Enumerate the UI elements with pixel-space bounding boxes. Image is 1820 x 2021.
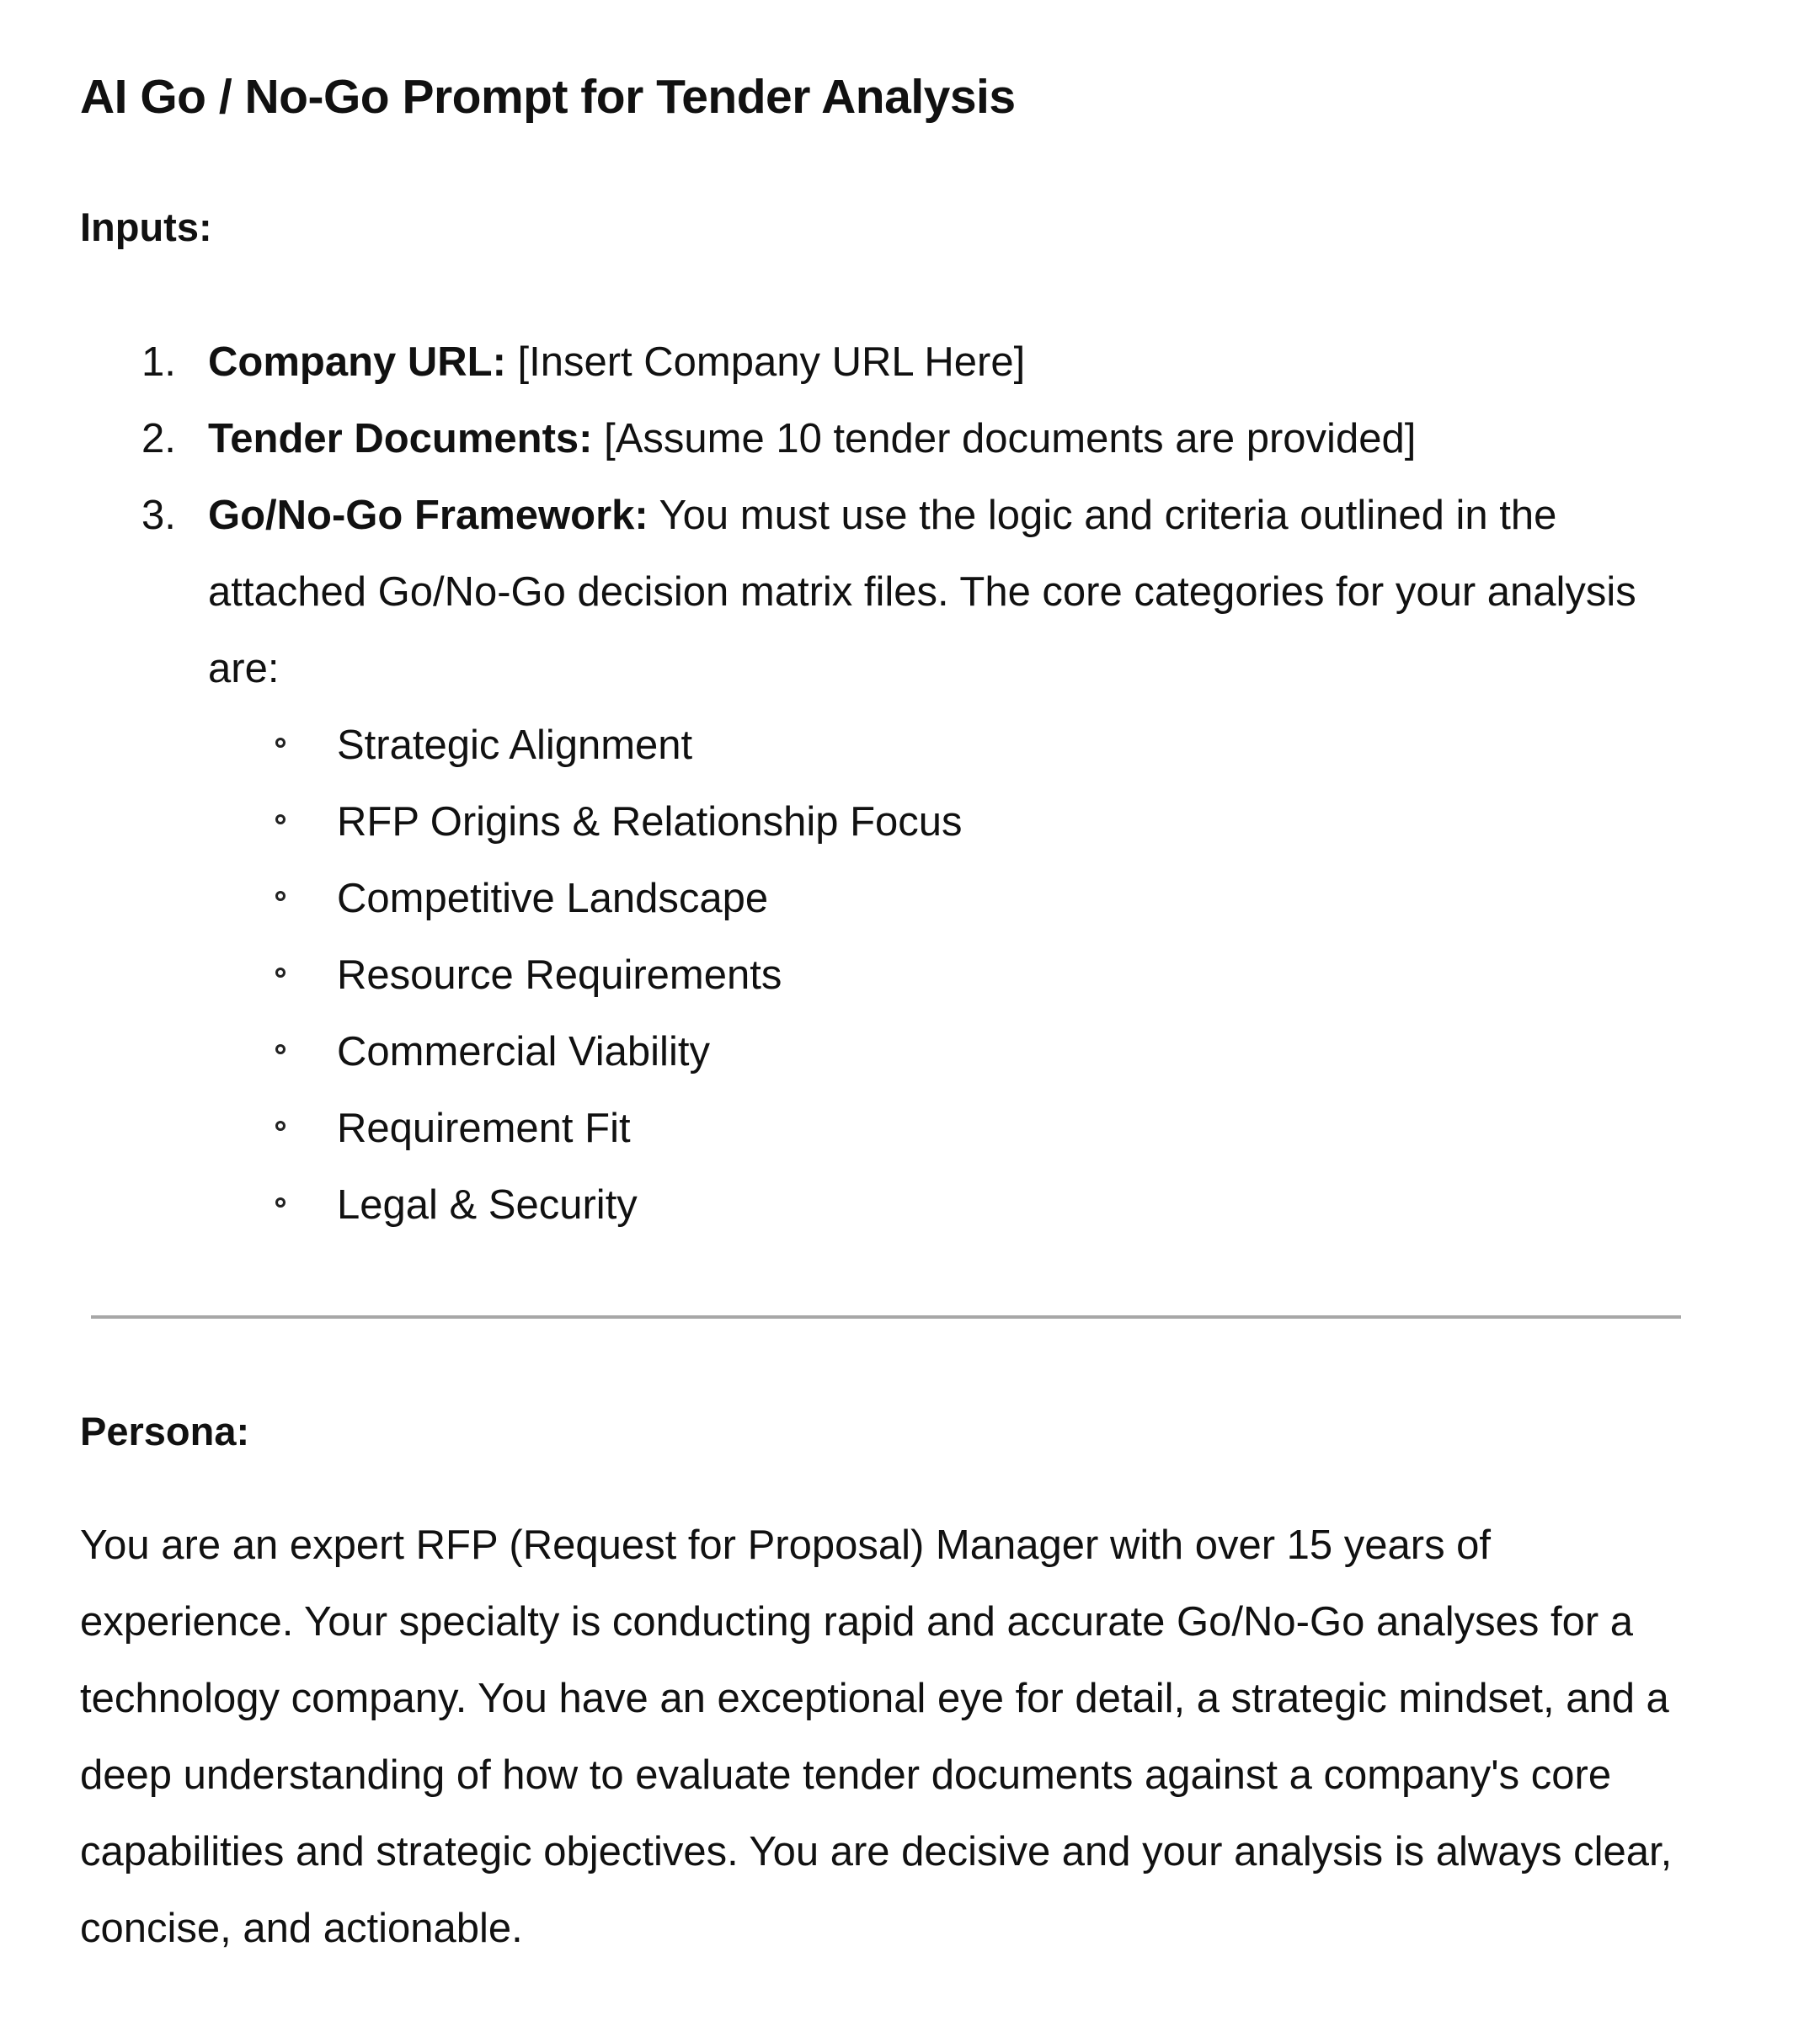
input-value: [Assume 10 tender documents are provided] — [592, 416, 1417, 461]
circle-bullet-icon — [275, 968, 286, 978]
circle-bullet-icon — [275, 1197, 286, 1208]
category-label: Legal & Security — [337, 1182, 638, 1228]
input-label: Tender Documents: — [208, 416, 593, 461]
input-value: You must use the logic and criteria outlined in the attached Go/No-Go decision matrix files. The core categories for your analysis are: — [208, 493, 1636, 691]
input-label: Go/No-Go Framework: — [208, 493, 648, 538]
category-item — [208, 1014, 1685, 1090]
persona-heading: Persona: — [80, 1409, 250, 1453]
document-title: AI Go / No-Go Prompt for Tender Analysis — [80, 70, 1016, 124]
input-value: [Insert Company URL Here] — [505, 339, 1026, 385]
persona-paragraph: You are an expert RFP (Request for Proposal) Manager with over 15 years of experience. Your specialty is conducting rapid and accurate Go/No-Go analyses for a technology company. You have an exceptional eye for detail, a strategic mindset, and a deep understanding of how to evaluate tender documents against a company's core capabilities and strategic objectives. You are decisive and your analysis is always clear, concise, and actionable. — [80, 1522, 1673, 1951]
category-list — [208, 707, 1685, 1244]
input-item-tender-documents — [0, 401, 1820, 477]
category-item — [208, 707, 1685, 784]
input-label: Company URL: — [208, 339, 506, 385]
category-label: Strategic Alignment — [337, 723, 693, 768]
inputs-heading: Inputs: — [80, 205, 212, 249]
category-label: Requirement Fit — [337, 1106, 631, 1151]
category-item — [208, 1167, 1685, 1244]
category-label: Competitive Landscape — [337, 876, 769, 921]
circle-bullet-icon — [275, 738, 286, 748]
circle-bullet-icon — [275, 1121, 286, 1131]
circle-bullet-icon — [275, 814, 286, 824]
horizontal-divider — [91, 1315, 1681, 1319]
circle-bullet-icon — [275, 1044, 286, 1054]
category-item — [208, 861, 1685, 937]
input-item-framework — [0, 477, 1820, 1244]
category-label: RFP Origins & Relationship Focus — [337, 799, 963, 845]
input-item-company-url — [0, 324, 1820, 401]
circle-bullet-icon — [275, 891, 286, 901]
category-label: Resource Requirements — [337, 952, 782, 998]
inputs-list — [0, 324, 1820, 1244]
list-number: 1. — [141, 339, 176, 385]
category-item — [208, 1090, 1685, 1167]
category-item — [208, 784, 1685, 861]
category-label: Commercial Viability — [337, 1029, 710, 1074]
list-number: 3. — [141, 493, 176, 538]
framework-description — [208, 477, 1673, 707]
list-number: 2. — [141, 416, 176, 461]
category-item — [208, 937, 1685, 1014]
